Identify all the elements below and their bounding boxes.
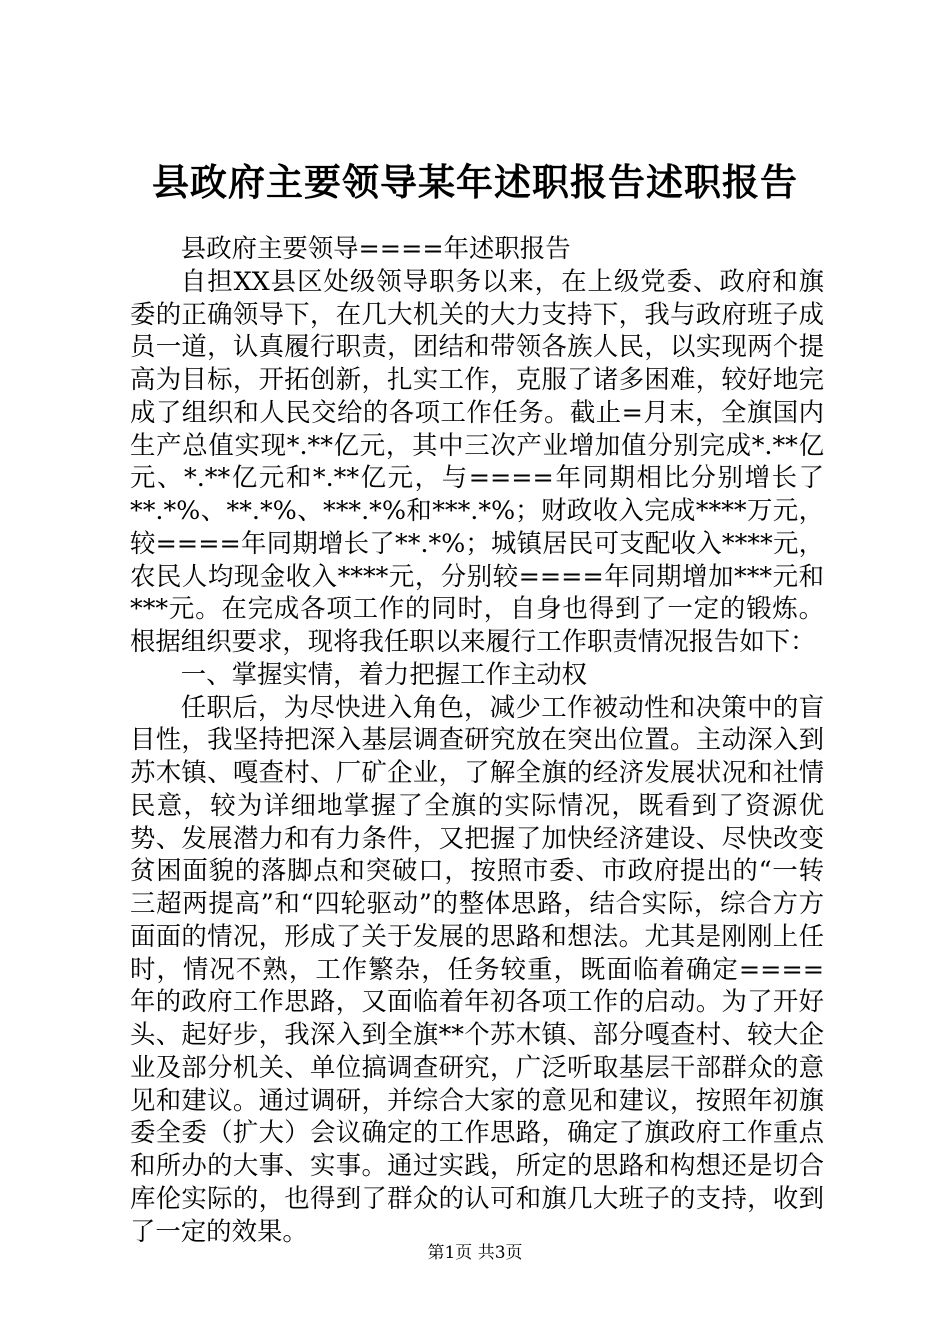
paragraph-subtitle: 县政府主要领导====年述职报告 bbox=[180, 233, 571, 263]
document-body bbox=[130, 232, 824, 1247]
section-heading: 一、掌握实情，着力把握工作主动权 bbox=[180, 658, 588, 689]
paragraph-intro: 自担XX县区处级领导职务以来，在上级党委、政府和旗委的正确领导下，在几大机关的大力支持下，我与政府班子成员一道，认真履行职责，团结和带领各族人民，以实现两个提高为目标，开拓创新，扎实工作，克服了诸多困难，较好地完成了组织和人民交给的各项工作任务。截止=月末，全旗国内生产总值实现*.**亿元，其中三次产业增加值分别完成*.**亿元、*.**亿元和*.**亿元，与====年同期相比分别增长了**.*%、**.*%、***.*%和***.*%；财政收入完成****万元，较====年同期增长了**.*%；城镇居民可支配收入****元，农民人均现金收入****元，分别较====年同期增加***元和***元。在完成各项工作的同时，自身也得到了一定的锻炼。根据组织要求，现将我任职以来履行工作职责情况报告如下： bbox=[130, 265, 824, 656]
document-title: 县政府主要领导某年述职报告述职报告 bbox=[152, 160, 798, 204]
paragraph-section-1: 任职后，为尽快进入角色，减少工作被动性和决策中的盲目性，我坚持把深入基层调查研究放在突出位置。主动深入到苏木镇、嘎查村、厂矿企业，了解全旗的经济发展状况和社情民意，较为详细地掌握了全旗的实际情况，既看到了资源优势、发展潜力和有力条件，又把握了加快经济建设、尽快改变贫困面貌的落脚点和突破口，按照市委、市政府提出的“一转三超两提高”和“四轮驱动”的整体思路，结合实际，综合方方面面的情况，形成了关于发展的思路和想法。尤其是刚刚上任时，情况不熟，工作繁杂，任务较重，既面临着确定====年的政府工作思路，又面临着年初各项工作的启动。为了开好头、起好步，我深入到全旗**个苏木镇、部分嘎查村、较大企业及部分机关、单位搞调查研究，广泛听取基层干部群众的意见和建议。通过调研，并综合大家的意见和建议，按照年初旗委全委（扩大）会议确定的工作思路，确定了旗政府工作重点和所办的大事、实事。通过实践，所定的思路和构想还是切合库伦实际的，也得到了群众的认可和旗几大班子的支持，收到了一定的效果。 bbox=[130, 691, 824, 1246]
page-number: 第1页 共3页 bbox=[427, 1243, 523, 1263]
